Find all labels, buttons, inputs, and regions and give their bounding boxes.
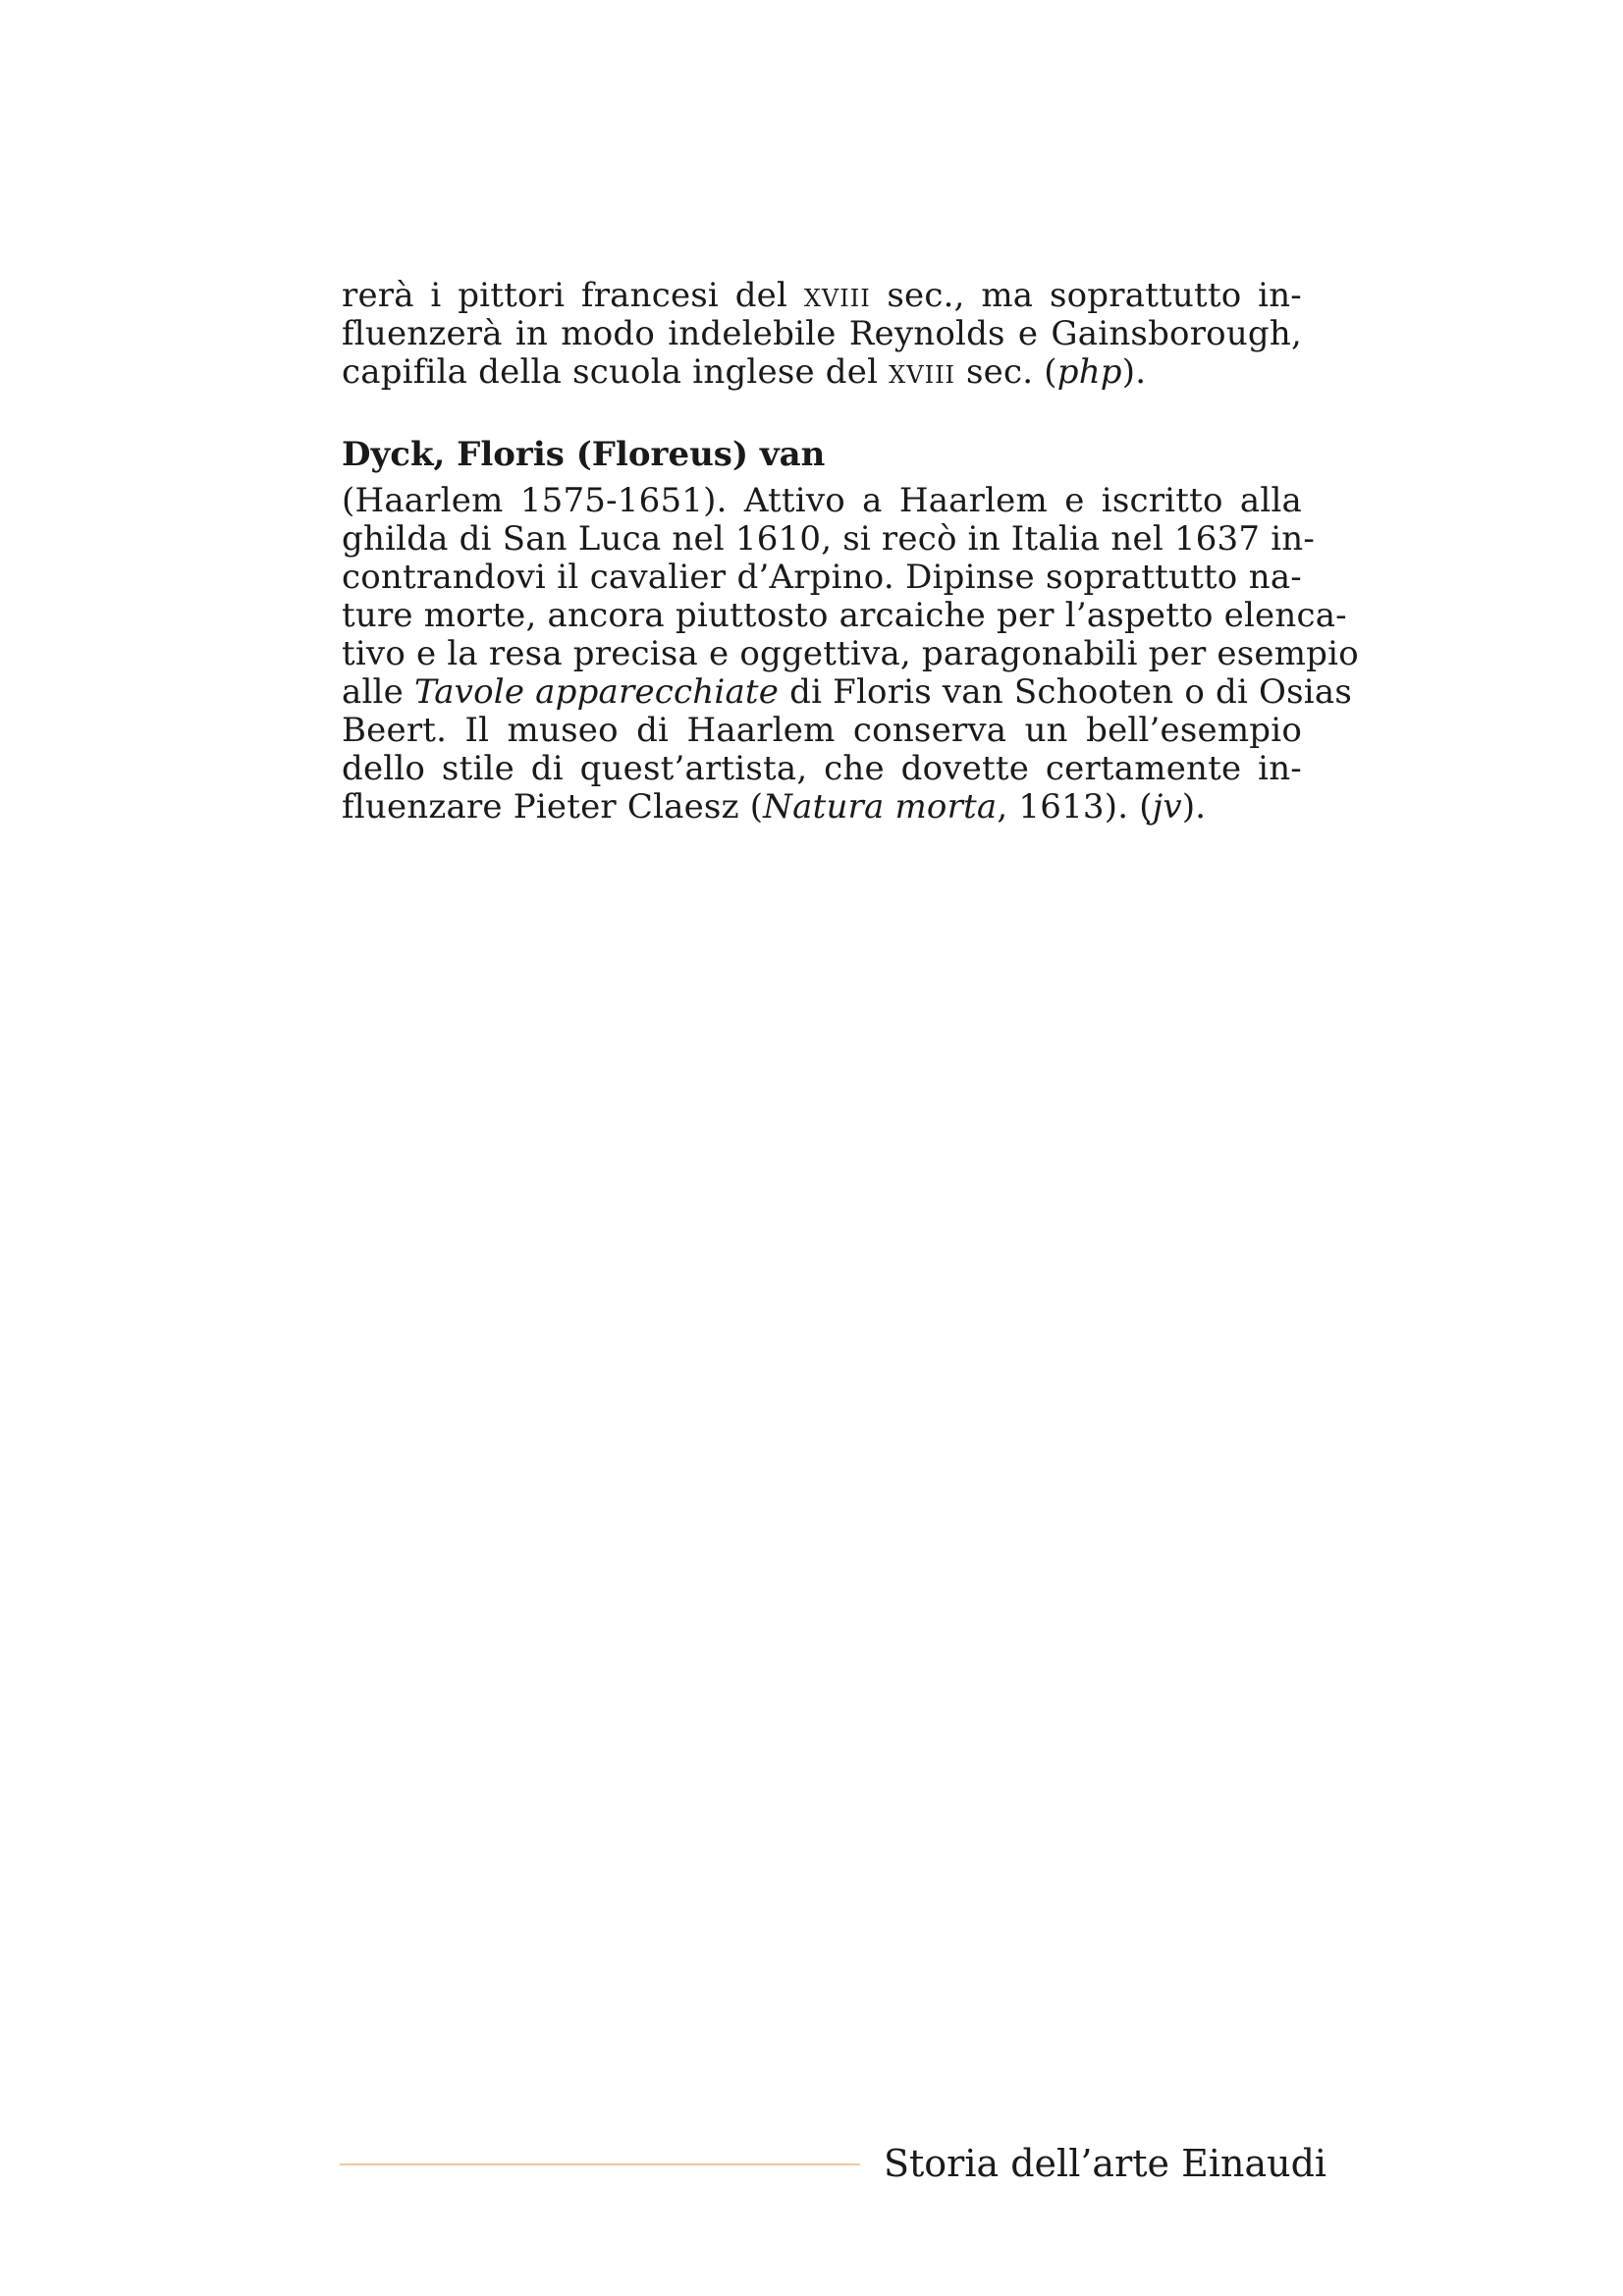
- entry-body: [342, 481, 1359, 827]
- text-run: , 1613). (: [997, 787, 1153, 827]
- text-run: ).: [1181, 787, 1207, 827]
- text-line: tivo e la resa precisa e oggettiva, paragonabili per esempio: [342, 634, 1359, 673]
- text-line: contrandovi il cavalier d’Arpino. Dipinse soprattutto na-: [342, 558, 1302, 597]
- text-run: ).: [1121, 352, 1147, 392]
- text-run: di Floris van Schooten o di Osias: [779, 672, 1352, 712]
- text-run: sec., ma soprattutto in-: [870, 276, 1302, 315]
- footer-rule: [340, 2163, 860, 2165]
- text-line: dello stile di quest’artista, che dovette certamente in-: [342, 749, 1302, 788]
- roman-numeral: xviii: [889, 352, 956, 392]
- text-line: (Haarlem 1575-1651). Attivo a Haarlem e iscritto alla: [342, 481, 1302, 520]
- text-line: Beert. Il museo di Haarlem conserva un bell’esempio: [342, 711, 1302, 750]
- text-run: rerà i pittori francesi del: [342, 276, 804, 315]
- artwork-title: Natura morta: [763, 787, 998, 827]
- text-run: capifila della scuola inglese del: [342, 352, 890, 392]
- continued-paragraph: [342, 277, 1302, 392]
- roman-numeral: xviii: [803, 276, 871, 315]
- footer-title: Storia dell’arte Einaudi: [884, 2142, 1327, 2185]
- text-line: fluenzerà in modo indelebile Reynolds e Gainsborough,: [342, 314, 1302, 353]
- text-run: alle: [342, 672, 414, 712]
- author-initials: jv: [1152, 787, 1182, 827]
- text-run: sec. (: [955, 352, 1057, 392]
- text-run: fluenzare Pieter Claesz (: [342, 787, 764, 827]
- text-line: [342, 353, 1302, 392]
- author-initials: php: [1056, 352, 1122, 392]
- text-line: [342, 277, 1302, 315]
- text-line: [342, 672, 1352, 712]
- artwork-title: Tavole apparecchiate: [413, 672, 780, 712]
- text-line: ghilda di San Luca nel 1610, si recò in Italia nel 1637 in-: [342, 519, 1316, 559]
- text-line: ture morte, ancora piuttosto arcaiche per l’aspetto elenca-: [342, 596, 1347, 635]
- entry-heading: Dyck, Floris (Floreus) van: [342, 435, 826, 474]
- text-line: [342, 788, 1302, 827]
